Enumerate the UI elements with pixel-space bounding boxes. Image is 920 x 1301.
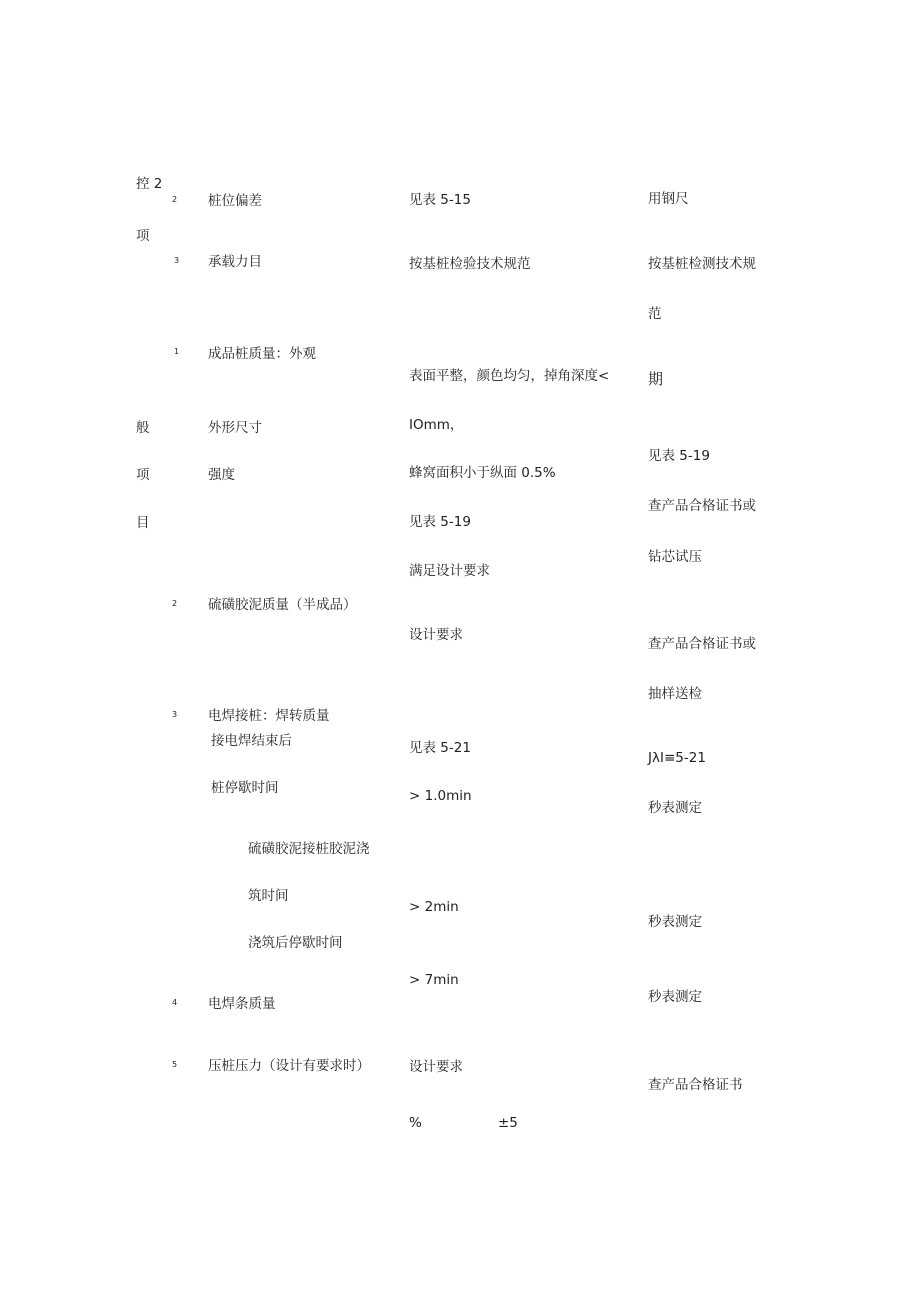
item-number: 1 — [174, 347, 180, 356]
section-label-control: 控 2 — [136, 176, 163, 192]
sub-item: 筑时间 — [248, 888, 289, 904]
standard-value: > 7min — [409, 972, 459, 988]
check-method: 查产品合格证书 — [648, 1077, 743, 1093]
section-label-general-2: 项 — [136, 467, 150, 483]
item-name: 硫磺胶泥质量（半成品） — [208, 597, 357, 613]
check-method: 期 — [648, 370, 664, 388]
item-number: 3 — [172, 710, 178, 719]
item-number: 3 — [174, 256, 180, 265]
item-name: 桩位偏差 — [208, 193, 262, 209]
item-number: 2 — [172, 599, 178, 608]
standard-value: 见表 5-19 — [409, 514, 471, 530]
standard-value: > 1.0min — [409, 788, 472, 804]
sub-item: 外形尺寸 — [208, 420, 262, 436]
sub-item: 硫磺胶泥接桩胶泥浇 — [248, 841, 370, 857]
check-method: 秒表测定 — [648, 914, 702, 930]
standard-value: 设计要求 — [409, 1059, 463, 1075]
check-method: 查产品合格证书或 — [648, 498, 756, 514]
standard-value: 表面平整，颜色均匀，掉角深度< — [409, 368, 610, 384]
item-number: 2 — [172, 195, 178, 204]
standard-value: 见表 5-15 — [409, 192, 471, 208]
section-label-control-2: 项 — [136, 228, 150, 244]
item-name: 承载力目 — [208, 254, 262, 270]
check-method: 用钢尺 — [648, 191, 689, 207]
standard-value: IOmm， — [409, 417, 464, 433]
item-number: 5 — [172, 1060, 178, 1069]
standard-value: 按基桩检验技术规范 — [409, 256, 531, 272]
check-method: JλI≡5-21 — [648, 750, 706, 766]
item-name: 成品桩质量：外观 — [208, 346, 316, 362]
item-name: 压桩压力（设计有要求时） — [208, 1058, 370, 1074]
section-label-general-3: 目 — [136, 515, 150, 531]
check-method: 按基桩检测技术规 — [648, 256, 756, 272]
sub-item: 桩停歇时间 — [211, 780, 279, 796]
check-method-cont: 范 — [648, 306, 662, 322]
check-method: 抽样送检 — [648, 686, 702, 702]
check-method: 钻芯试压 — [648, 549, 702, 565]
standard-value: 见表 5-21 — [409, 740, 471, 756]
check-method: 查产品合格证书或 — [648, 636, 756, 652]
sub-item: 强度 — [208, 467, 235, 483]
standard-value: 蜂窝面积小于纵面 0.5% — [409, 465, 556, 481]
sub-item: 接电焊结束后 — [211, 733, 292, 749]
tolerance-value: ±5 — [498, 1115, 518, 1131]
standard-value: > 2min — [409, 899, 459, 915]
item-name: 电焊接桩：焊转质量 — [208, 708, 330, 724]
check-method: 秒表测定 — [648, 800, 702, 816]
item-number: 4 — [172, 998, 178, 1007]
unit-label: % — [409, 1115, 422, 1131]
sub-item: 浇筑后停歇时间 — [248, 935, 343, 951]
standard-value: 满足设计要求 — [409, 563, 490, 579]
section-label-general: 般 — [136, 420, 150, 436]
standard-value: 设计要求 — [409, 627, 463, 643]
check-method: 秒表测定 — [648, 989, 702, 1005]
check-method: 见表 5-19 — [648, 448, 710, 464]
item-name: 电焊条质量 — [208, 996, 276, 1012]
